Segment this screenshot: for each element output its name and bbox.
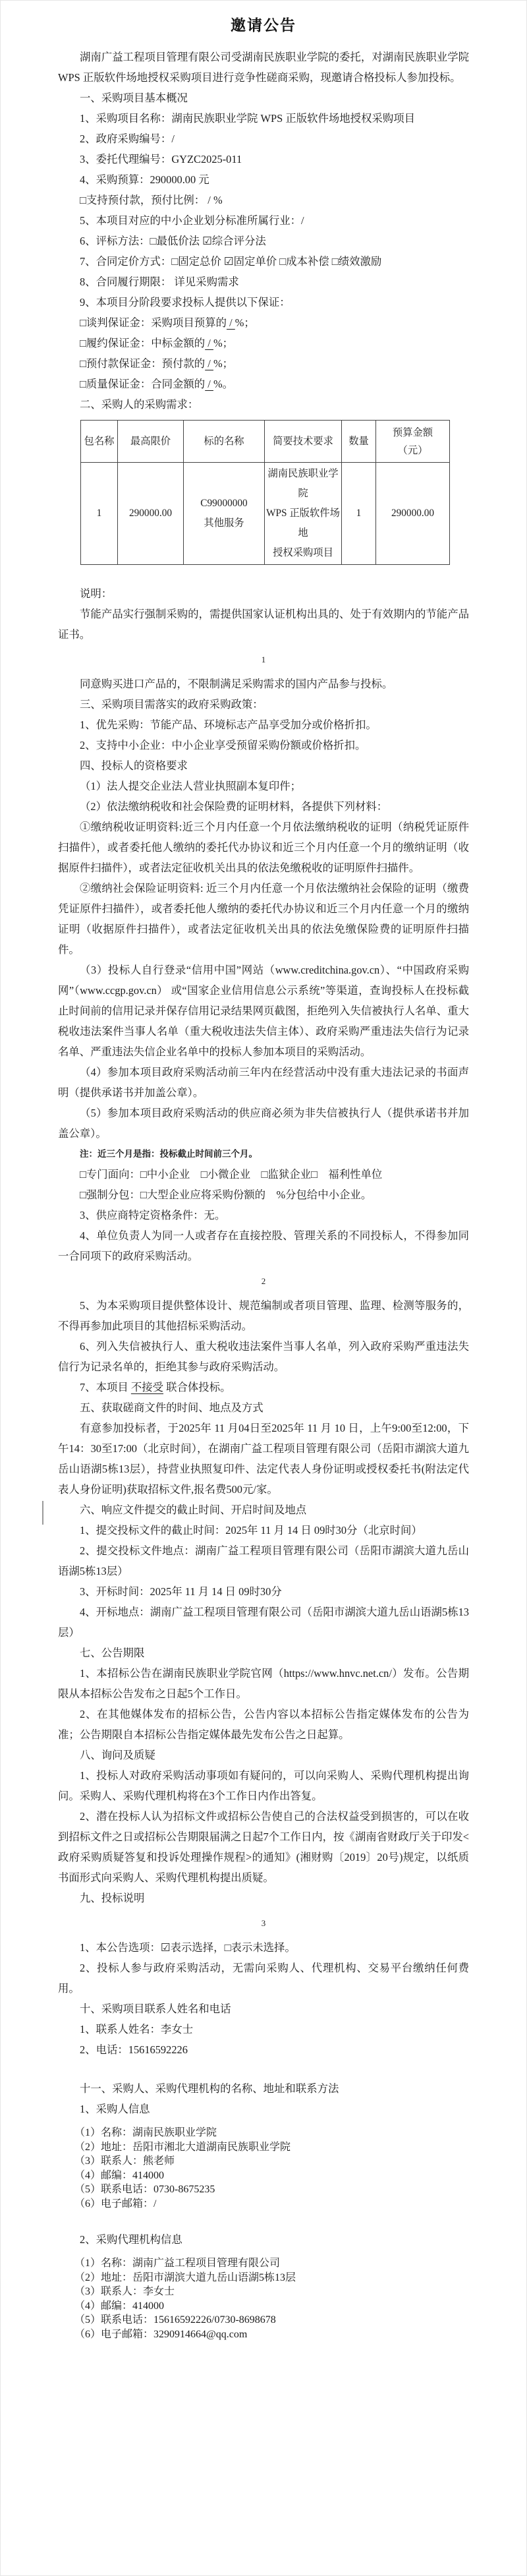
paragraph (58, 312, 469, 333)
table-cell: 290000.00 (376, 463, 450, 565)
table-cell: 1 (81, 463, 118, 565)
contact-line: （6）电子邮箱：/ (74, 2198, 157, 2210)
page-number: 2 (261, 1276, 266, 1286)
paragraph: 1、优先采购：节能产品、环境标志产品享受加分或价格折扣。 (80, 718, 377, 731)
paragraph: 5、为本采购项目提供整体设计、规范编制或者项目管理、监理、检测等服务的，不得再参加此项目的其他招标采购活动。 (58, 1299, 469, 1332)
table-cell: C99000000 其他服务 (184, 463, 265, 565)
paragraph: （4）参加本项目政府采购活动前三年内在经营活动中没有重大违法记录的书面声明（提供承诺书并加盖公章）。 (58, 1066, 469, 1099)
contact-line: （2）地址：岳阳市湖滨大道九岳山语湖5栋13层 (74, 2271, 296, 2283)
contact-line: （1）名称：湖南广益工程项目管理有限公司 (74, 2258, 281, 2269)
text-segment: %； (213, 357, 233, 370)
paragraph: 湖南广益工程项目管理有限公司受湖南民族职业学院的委托，对湖南民族职业学院 WPS 正版软件场地授权采购项目进行竞争性磋商采购，现邀请合格投标人参加投标。 (58, 51, 469, 84)
contact-line: （3）联系人：熊老师 (74, 2155, 175, 2167)
text-segment: 7、本项目 (80, 1381, 131, 1393)
section-heading: 十一、采购人、采购代理机构的名称、地址和联系方法 (80, 2082, 339, 2095)
section-heading: 十、采购项目联系人姓名和电话 (80, 2003, 231, 2015)
paragraph: 说明： (80, 587, 113, 600)
text-segment: 联合体投标。 (163, 1381, 231, 1393)
text-segment: □质量保证金：合同金额的 (80, 378, 206, 390)
paragraph: 4、开标地点：湖南广益工程项目管理有限公司（岳阳市湖滨大道九岳山语湖5栋13层） (58, 1606, 469, 1639)
table-cell: 1 (342, 463, 376, 565)
text-segment: □履约保证金：中标金额的 (80, 337, 206, 349)
paragraph: 3、委托代理编号：GYZC2025-011 (80, 153, 242, 165)
underlined-value: / (226, 316, 235, 329)
table-header-cell: 预算金额 （元） (376, 421, 450, 463)
paragraph: □专门面向：□中小企业 □小微企业 □监狱企业□ 福利性单位 (80, 1168, 383, 1181)
paragraph: （1）法人提交企业法人营业执照副本复印件； (80, 780, 302, 792)
paragraph: 1、本招标公告在湖南民族职业学院官网（https://www.hnvc.net.cn/）发布。公告期限从本招标公告发布之日起5个工作日。 (58, 1667, 469, 1700)
text-segment: %； (213, 337, 233, 349)
paragraph: 4、采购预算：290000.00 元 (80, 173, 209, 186)
paragraph: □支持预付款，预付比例： / % (80, 194, 223, 206)
table-header-cell: 最高限价 (118, 421, 184, 463)
paragraph: 7、合同定价方式：□固定总价 ☑固定单价 □成本补偿 □绩效激励 (80, 255, 382, 268)
paragraph: 2、支持中小企业：中小企业享受预留采购份额或价格折扣。 (80, 739, 366, 751)
paragraph: 5、本项目对应的中小企业划分标准所属行业：/ (80, 214, 304, 227)
paragraph: 1、提交投标文件的截止时间：2025年 11 月 14 日 09时30分（北京时间） (80, 1524, 422, 1537)
text-segment: %； (235, 316, 255, 329)
page-number: 3 (261, 1918, 266, 1928)
paragraph: 1、投标人对政府采购活动事项如有疑问的，可以向采购人、采购代理机构提出询问。采购人、采购代理机构将在3个工作日内作出答复。 (58, 1769, 469, 1802)
table-cell: 湖南民族职业学院 WPS 正版软件场地 授权采购项目 (265, 463, 342, 565)
doc-title: 邀请公告 (231, 16, 296, 34)
requirements-table (80, 420, 450, 565)
section-heading: 五、获取磋商文件的时间、地点及方式 (80, 1401, 264, 1414)
section-heading: 七、公告期限 (80, 1647, 145, 1659)
table-row (81, 463, 450, 565)
paragraph: （2）依法缴纳税收和社会保险费的证明材料，各提供下列材料： (80, 800, 388, 813)
contact-line: （3）联系人：李女士 (74, 2286, 175, 2297)
paragraph: ①缴纳税收证明资料:近三个月内任意一个月依法缴纳税收的证明（纳税凭证原件扫描件），或者委托他人缴纳的委托代办协议和近三个月内任意一个月的缴纳证明（收据原件扫描件），或者法定征收机关出具的依法免缴税收的证明原件扫描件。 (58, 821, 469, 874)
section-heading: 四、投标人的资格要求 (80, 759, 188, 772)
paragraph (58, 333, 469, 353)
paragraph: 2、潜在投标人认为招标文件或招标公告使自己的合法权益受到损害的，可以在收到招标文件之日或招标公告期限届满之日起7个工作日内，按《湖南省财政厅关于印发<政府采购质疑答复和投诉处理操作规程>的通知》(湘财购〔2019〕20号)规定，以纸质书面形式向采购人、采购代理机构提出质疑。 (58, 1810, 469, 1884)
note-text: 注：近三个月是指：投标截止时间前三个月。 (80, 1149, 258, 1159)
section-heading: 三、采购项目需落实的政府采购政策： (80, 698, 264, 711)
paragraph: ②缴纳社会保险证明资料: 近三个月内任意一个月依法缴纳社会保险的证明（缴费凭证原件扫描件），或者委托他人缴纳的委托代办协议和近三个月内任意一个月的缴纳证明（收据原件扫描件），或者法定征收机关出具的依法免缴保险费的证明原件扫描件。 (58, 882, 469, 956)
section-heading: 二、采购人的采购需求： (80, 398, 199, 411)
underlined-value: / (205, 378, 213, 390)
paragraph: 1、联系人姓名：李女士 (80, 2023, 194, 2035)
paragraph: 2、电话：15616592226 (80, 2043, 188, 2056)
spacer (58, 2060, 469, 2078)
table-header-cell: 简要技术要求 (265, 421, 342, 463)
text-segment: □谈判保证金：采购项目预算的 (80, 316, 227, 329)
contact-line: （4）邮编：414000 (74, 2169, 165, 2181)
contact-list (58, 2126, 469, 2211)
paragraph: 8、合同履行期限： 详见采购需求 (80, 276, 239, 288)
contact-list (58, 2256, 469, 2341)
paragraph: 有意参加投标者，于2025年 11 月04日至2025年 11 月 10 日，上午9:00至12:00，下午14：30至17:00（北京时间），在湖南广益工程项目管理有限公司（岳阳市湖滨大道九岳山语湖5栋13层），持营业执照复印件、法定代表人身份证明或授权委托书(附法定代表人身份证明)获取招标文件,报名费500元/家。 (58, 1418, 469, 1500)
paragraph: 9、本项目分阶段要求投标人提供以下保证： (80, 296, 291, 308)
paragraph: 1、本公告选项：☑表示选择，□表示未选择。 (80, 1941, 296, 1954)
underlined-value: 不接受 (130, 1381, 164, 1393)
contact-line: （5）联系电话：0730-8675235 (74, 2184, 215, 2195)
page-number: 1 (261, 655, 266, 664)
paragraph (58, 1377, 469, 1397)
paragraph: 6、评标方法：□最低价法 ☑综合评分法 (80, 235, 266, 247)
paragraph: （5）参加本项目政府采购活动的供应商必须为非失信被执行人（提供承诺书并加盖公章）。 (58, 1107, 469, 1140)
paragraph: 同意购买进口产品的，不限制满足采购需求的国内产品参与投标。 (80, 678, 393, 690)
contact-line: （6）电子邮箱：3290914664@qq.com (74, 2328, 248, 2340)
paragraph: 节能产品实行强制采购的，需提供国家认证机构出具的、处于有效期内的节能产品证书。 (58, 608, 469, 641)
paragraph: 3、开标时间：2025年 11 月 14 日 09时30分 (80, 1585, 282, 1598)
paragraph: 3、供应商特定资格条件：无。 (80, 1209, 226, 1221)
section-heading: 一、采购项目基本概况 (80, 92, 188, 104)
paragraph (58, 374, 469, 394)
paragraph (58, 353, 469, 374)
section-heading: 六、响应文件提交的截止时间、开启时间及地点 (80, 1504, 307, 1516)
underlined-value: / (205, 337, 213, 349)
contact-line: （1）名称：湖南民族职业学院 (74, 2127, 217, 2138)
paragraph: 1、采购人信息 (80, 2103, 150, 2115)
table-header-cell: 数量 (342, 421, 376, 463)
table-header-cell: 包名称 (81, 421, 118, 463)
contact-line: （5）联系电话：15616592226/0730-8698678 (74, 2314, 276, 2326)
table-cell: 290000.00 (118, 463, 184, 565)
paragraph: 1、采购项目名称：湖南民族职业学院 WPS 正版软件场地授权采购项目 (80, 112, 416, 125)
text-segment: %。 (213, 378, 233, 390)
table-header-cell: 标的名称 (184, 421, 265, 463)
spacer (58, 2211, 469, 2229)
paragraph: 2、投标人参与政府采购活动，无需向采购人、代理机构、交易平台缴纳任何费用。 (58, 1962, 469, 1995)
paragraph: 2、政府采购编号：/ (80, 132, 175, 145)
contact-line: （4）邮编：414000 (74, 2300, 165, 2312)
contact-line: （2）地址：岳阳市湘北大道湖南民族职业学院 (74, 2141, 291, 2153)
section-heading: 八、询问及质疑 (80, 1749, 155, 1761)
paragraph: □强制分包：□大型企业应将采购份额的 %分包给中小企业。 (80, 1188, 372, 1201)
paragraph: 2、在其他媒体发布的招标公告，公告内容以本招标公告指定媒体发布的公告为准；公告期限自本招标公告指定媒体最先发布公告之日起算。 (58, 1708, 469, 1741)
paragraph: 4、单位负责人为同一人或者存在直接控股、管理关系的不同投标人，不得参加同一合同项下的政府采购活动。 (58, 1229, 469, 1262)
paragraph: 2、提交投标文件地点：湖南广益工程项目管理有限公司（岳阳市湖滨大道九岳山语湖5栋13层） (58, 1544, 469, 1577)
paragraph: 2、采购代理机构信息 (80, 2233, 182, 2246)
text-segment: □预付款保证金：预付款的 (80, 357, 206, 370)
document-body (58, 47, 469, 2341)
revision-bar (42, 1501, 43, 1525)
paragraph: 6、列入失信被执行人、重大税收违法案件当事人名单，列入政府采购严重违法失信行为记录名单的，拒绝其参与政府采购活动。 (58, 1340, 469, 1373)
underlined-value: / (205, 357, 213, 370)
spacer (58, 565, 469, 583)
paragraph: （3）投标人自行登录“信用中国”网站（www.creditchina.gov.cn）、“中国政府采购网”（www.ccgp.gov.cn） 或“国家企业信用信息公示系统”等渠道，查询投标人在投标截止时间前的信用记录并保存信用记录结果网页截图，拒绝列入失信被执行人名单、重大税收违法案件当事人名单（重大税收违法失信主体）、政府采购严重违法失信行为记录名单、严重违法失信企业名单中的投标人参加本项目的采购活动。 (58, 964, 469, 1058)
section-heading: 九、投标说明 (80, 1892, 145, 1904)
